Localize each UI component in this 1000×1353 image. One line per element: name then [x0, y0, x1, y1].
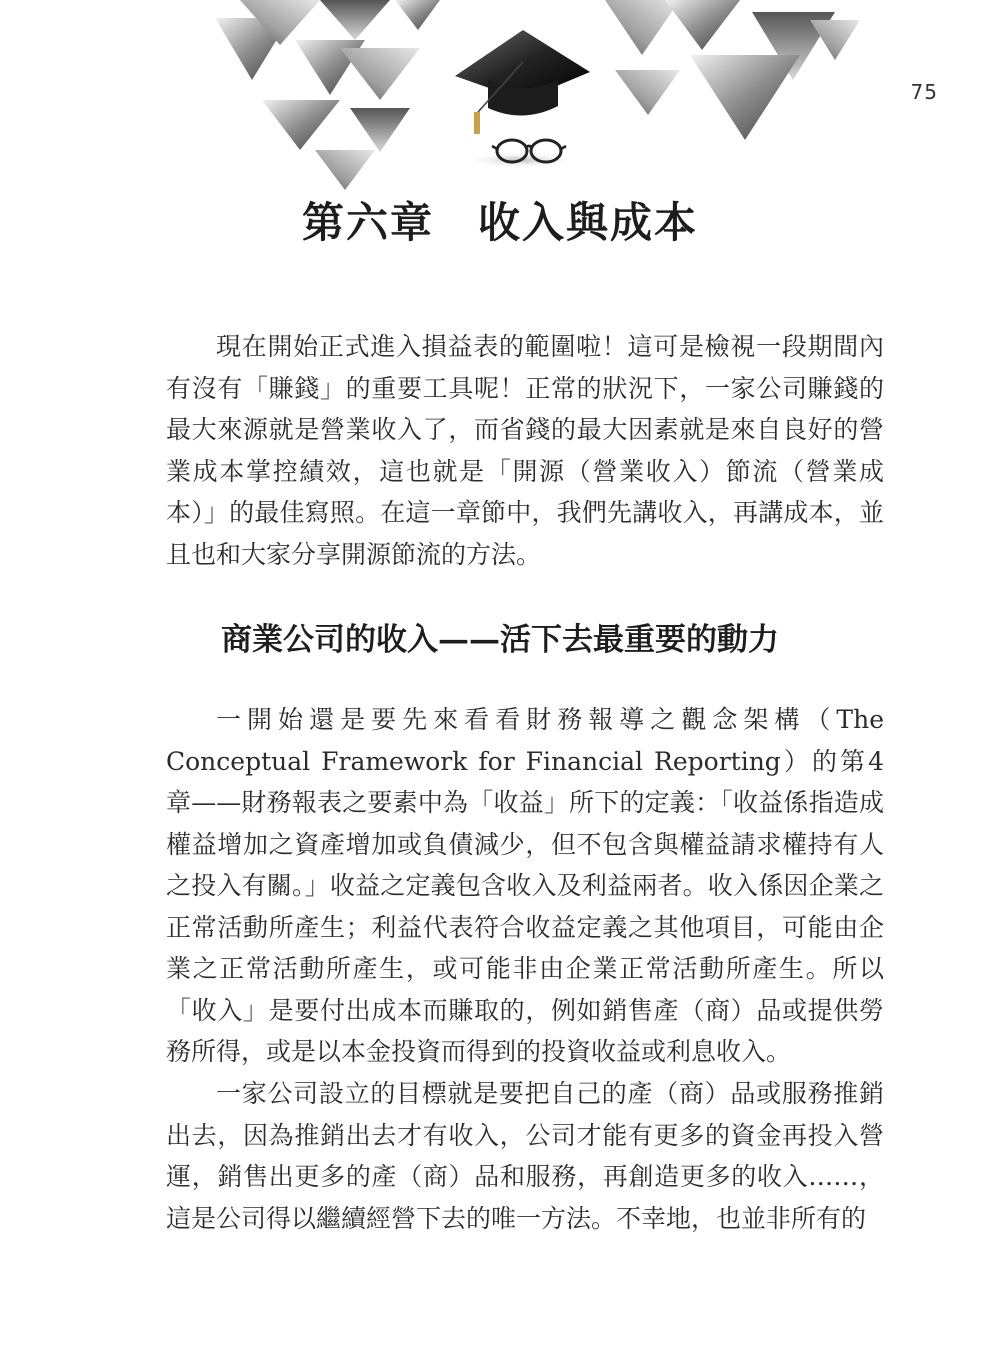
triangle-shape: [320, 0, 390, 40]
chapter-title: 第六章 收入與成本: [301, 198, 698, 247]
triangle-shape: [605, 0, 680, 55]
body-paragraph: 一家公司設立的目標就是要把自己的產（商）品或服務推銷出去，因為推銷出去才有收入，公司才能有更多的資金再投入營運，銷售出更多的產（商）品和服務，再創造更多的收入……，這是公司得以繼續經營下去的唯一方法。不幸地，也並非所有的: [166, 1079, 884, 1233]
glasses-arm-right: [561, 146, 566, 149]
glasses-bridge: [525, 146, 533, 148]
triangle-shape: [340, 48, 420, 100]
triangle-shape: [395, 0, 440, 30]
triangle-shape: [315, 150, 375, 190]
triangle-shape: [262, 100, 340, 150]
header-decoration: [0, 0, 1000, 200]
body-paragraph: 一開始還是要先來看看財務報導之觀念架構（The Conceptual Framework for Financial Reporting）的第4章——財務報表之要素中為「收益」所下的定義：「收益係指造成權益增加之資產增加或負債減少，但不包含與權益請求權持有人之投入有關。」收益之定義包含收入及利益兩者。收入係因企業之正常活動所產生；利益代表符合收益定義之其他項目，可能由企業之正常活動所產生，或可能非由企業正常活動所產生。所以「收入」是要付出成本而賺取的，例如銷售產（商）品或提供勞務所得，或是以本金投資而得到的投資收益或利息收入。: [166, 705, 884, 1066]
triangle-shape: [350, 108, 410, 152]
page-number: 75: [910, 80, 938, 104]
triangle-shape: [665, 0, 740, 50]
tassel: [474, 112, 480, 134]
section-title: 商業公司的收入——活下去最重要的動力: [221, 622, 779, 658]
triangle-shape: [615, 70, 680, 115]
glasses-arm-left: [492, 146, 497, 149]
body-paragraph: 現在開始正式進入損益表的範圍啦！這可是檢視一段期間內有沒有「賺錢」的重要工具呢！正常的狀況下，一家公司賺錢的最大來源就是營業收入了，而省錢的最大因素就是來自良好的營業成本掌控績效，這也就是「開源（營業收入）節流（營業成本）」的最佳寫照。在這一章節中，我們先講收入，再講成本，並且也和大家分享開源節流的方法。: [166, 332, 884, 569]
triangle-shape: [690, 55, 800, 140]
